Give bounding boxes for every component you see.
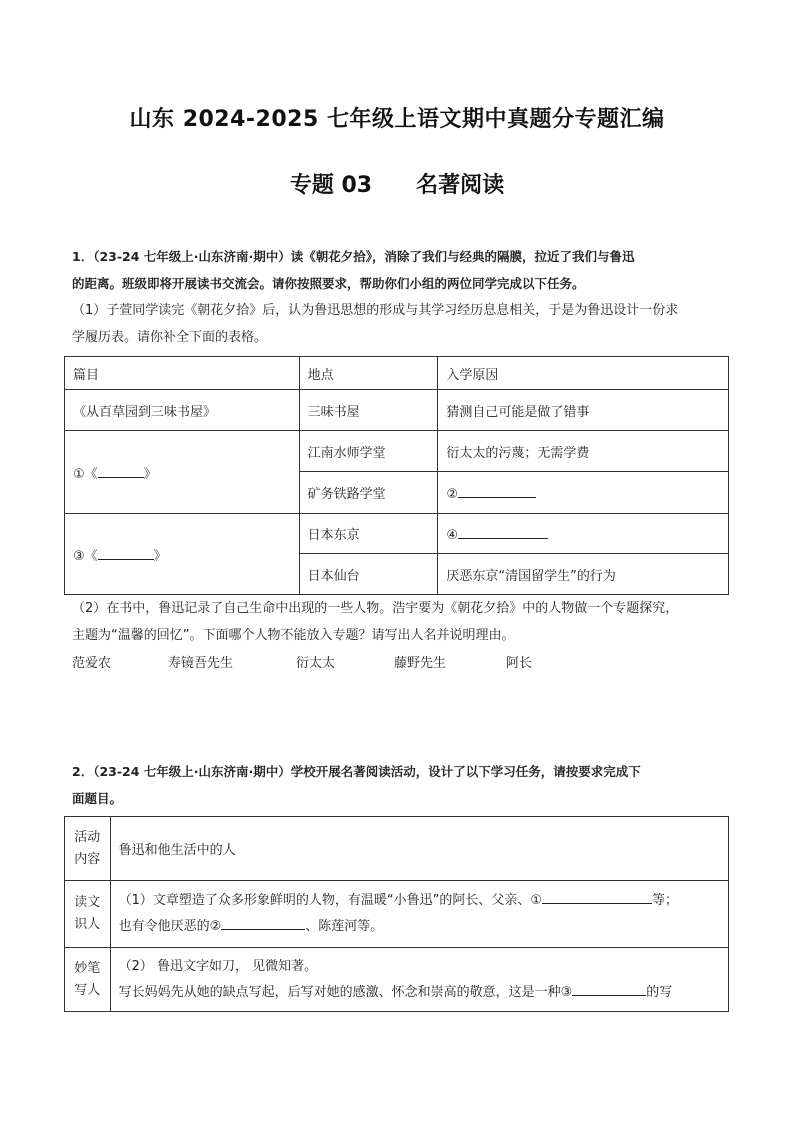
- q1-stem: [72, 243, 732, 297]
- label-read-know: 读文 识人: [65, 881, 111, 948]
- answer-blank-q2-2[interactable]: [221, 915, 305, 930]
- answer-blank-q2-3[interactable]: [572, 981, 646, 996]
- q2-stem-line2: 面题目。: [72, 791, 123, 806]
- header-place: 地点: [299, 357, 438, 390]
- row1-chapter: 《从百草园到三味书屋》: [65, 390, 300, 431]
- answer-blank-2[interactable]: [458, 483, 536, 498]
- q1-sub2: [72, 595, 732, 649]
- activity-content: 鲁迅和他生活中的人: [110, 817, 728, 881]
- option-yan-taitai: 衍太太: [296, 656, 336, 671]
- topic-name: 名著阅读: [416, 173, 505, 198]
- topic-title: [0, 168, 794, 199]
- q2-stem-line1: 2．（23-24 七年级上·山东济南·期中）学校开展名著阅读活动，设计了以下学习任务，请按要求完成下: [72, 764, 641, 779]
- row5-place: 日本仙台: [299, 554, 438, 595]
- row1-place: 三味书屋: [299, 390, 438, 431]
- row4-reason-cell: ④: [438, 514, 729, 554]
- q1-sub2-line2: 主题为“温馨的回忆”。下面哪个人物不能放入专题？请写出人名并说明理由。: [72, 628, 515, 643]
- label-writing: 妙笔 写人: [65, 948, 111, 1012]
- answer-blank-4[interactable]: [458, 524, 548, 539]
- row4-place: 日本东京: [299, 514, 438, 554]
- topic-number: 专题 03: [289, 173, 373, 198]
- q1-sub1: [72, 297, 732, 351]
- header-reason: 入学原因: [438, 357, 729, 390]
- q1-sub1-line1: （1）子萱同学读完《朝花夕拾》后，认为鲁迅思想的形成与其学习经历息息相关，于是为鲁迅设计一份求: [72, 303, 679, 318]
- label-activity: 活动 内容: [65, 817, 111, 881]
- writing-content: （2） 鲁迅文字如刀， 见微知著。 写长妈妈先从她的缺点写起，后写对她的感激、怀念和崇高的敬意，这是一种③ 的写: [110, 948, 728, 1012]
- answer-blank-3[interactable]: [98, 545, 154, 560]
- option-a-chang: 阿长: [506, 656, 533, 671]
- study-history-table: [64, 356, 729, 595]
- answer-blank-q2-1[interactable]: [542, 889, 652, 904]
- option-fan-ainong: 范爱农: [72, 656, 112, 671]
- option-shou-jingwu: 寿镜吾先生: [168, 656, 234, 671]
- activity-table: [64, 816, 729, 1012]
- q1-sub1-line2: 学履历表。请你补全下面的表格。: [72, 330, 268, 345]
- blank3-cell: ③《 》: [65, 514, 300, 595]
- answer-blank-1[interactable]: [98, 463, 144, 478]
- header-chapter: 篇目: [65, 357, 300, 390]
- row5-reason: 厌恶东京“清国留学生”的行为: [438, 554, 729, 595]
- q2-stem: [72, 758, 732, 812]
- row3-reason-cell: ②: [438, 472, 729, 514]
- document-title: 山东 2024-2025 七年级上语文期中真题分专题汇编: [129, 107, 665, 132]
- q1-stem-line2: 的距离。班级即将开展读书交流会。请你按照要求，帮助你们小组的两位同学完成以下任务。: [72, 276, 585, 291]
- q1-stem-line1: 1．（23-24 七年级上·山东济南·期中）读《朝花夕拾》，消除了我们与经典的隔膜，拉近了我们与鲁迅: [72, 249, 635, 264]
- row2-reason: 衍太太的污蔑；无需学费: [438, 431, 729, 472]
- read-know-content: （1）文章塑造了众多形象鲜明的人物，有温暖“小鲁迅”的阿长、父亲、① 等； 也有令他厌恶的② 、陈莲河等。: [110, 881, 728, 948]
- row1-reason: 猜测自己可能是做了错事: [438, 390, 729, 431]
- row2-place: 江南水师学堂: [299, 431, 438, 472]
- option-fujino: 藤野先生: [394, 656, 447, 671]
- q1-sub2-line1: （2）在书中，鲁迅记录了自己生命中出现的一些人物。浩宇要为《朝花夕拾》中的人物做一个专题探究，: [72, 601, 679, 616]
- row3-place: 矿务铁路学堂: [299, 472, 438, 514]
- blank1-cell: ①《 》: [65, 431, 300, 514]
